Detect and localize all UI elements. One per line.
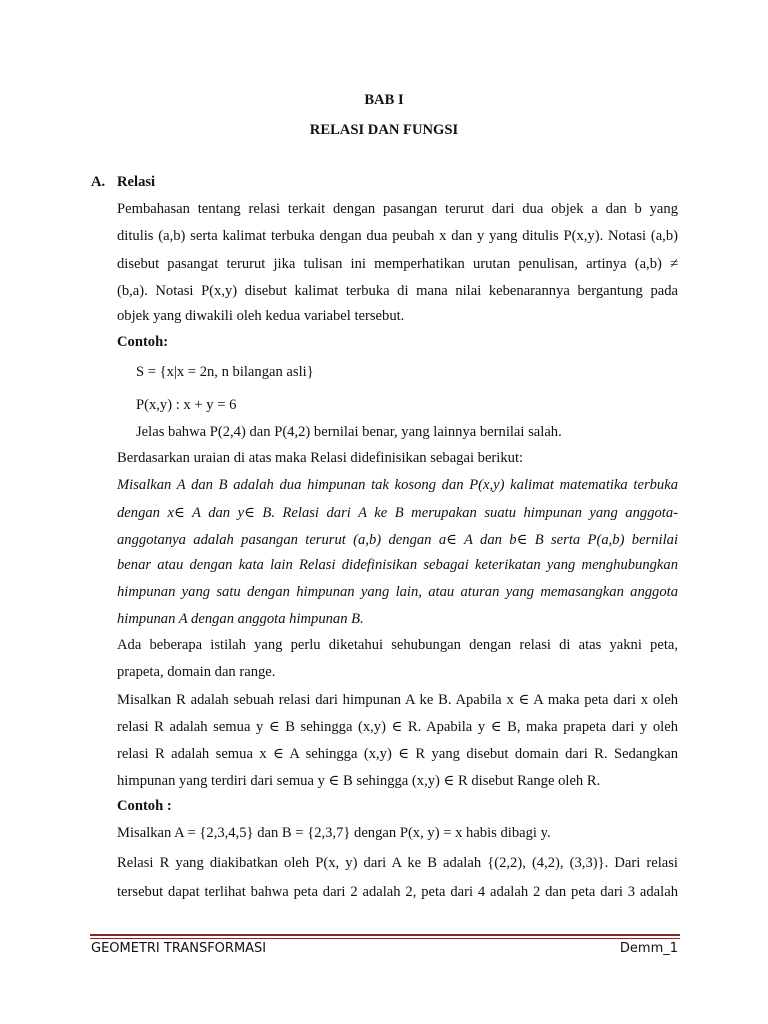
chapter-label: BAB I (364, 92, 404, 108)
paragraph-line: Relasi R yang diakibatkan oleh P(x, y) dari A ke B adalah {(2,2), (4,2), (3,3)}. Dari relasi (117, 855, 678, 871)
open-sentence: P(x,y) : x + y = 6 (136, 397, 237, 413)
footer-rule (90, 934, 680, 936)
set-definition: S = {x|x = 2n, n bilangan asli} (136, 364, 314, 380)
paragraph-line: relasi R adalah semua y ∈ B sehingga (x,y) ∈ R. Apabila y ∈ B, maka prapeta dari y oleh (117, 719, 678, 735)
paragraph-line: Pembahasan tentang relasi terkait dengan pasangan terurut dari dua objek a dan b yang (117, 201, 678, 217)
paragraph-line: disebut pasangat terurut jika tulisan ini memperhatikan urutan penulisan, artinya (a,b) ≠ (117, 256, 678, 272)
paragraph-line: ditulis (a,b) serta kalimat terbuka dengan dua peubah x dan y yang ditulis P(x,y). Notasi (a,b) (117, 228, 678, 244)
paragraph-line: prapeta, domain dan range. (117, 664, 276, 680)
definition-line: himpunan yang satu dengan himpunan yang lain, atau aturan yang memasangkan anggota (117, 584, 678, 600)
paragraph-line: objek yang diwakili oleh kedua variabel tersebut. (117, 308, 405, 324)
definition-line: himpunan A dengan anggota himpunan B. (117, 611, 364, 627)
paragraph-line: tersebut dapat terlihat bahwa peta dari 2 adalah 2, peta dari 4 adalah 2 dan peta dari 3 adalah (117, 884, 678, 900)
paragraph-line: (b,a). Notasi P(x,y) disebut kalimat terbuka di mana nilai kebenarannya bergantung pada (117, 283, 678, 299)
paragraph-line: Misalkan A = {2,3,4,5} dan B = {2,3,7} dengan P(x, y) = x habis dibagi y. (117, 825, 551, 841)
paragraph-line: Berdasarkan uraian di atas maka Relasi didefinisikan sebagai berikut: (117, 450, 524, 466)
section-heading (91, 174, 155, 191)
definition-line: dengan x∈ A dan y∈ B. Relasi dari A ke B merupakan suatu himpunan yang anggota- (117, 505, 678, 521)
example-heading: Contoh : (117, 798, 172, 814)
section-title: Relasi (117, 174, 156, 190)
section-label: A. (91, 174, 106, 190)
footer-page-label: Demm_1 (619, 941, 678, 956)
definition-line: anggotanya adalah pasangan terurut (a,b) dengan a∈ A dan b∈ B serta P(a,b) bernilai (117, 532, 678, 548)
paragraph-line: himpunan yang terdiri dari semua y ∈ B sehingga (x,y) ∈ R disebut Range oleh R. (117, 773, 601, 789)
footer-rule (90, 938, 680, 939)
footer-course-title: GEOMETRI TRANSFORMASI (91, 941, 267, 956)
paragraph-line: relasi R adalah semua x ∈ A sehingga (x,y) ∈ R yang disebut domain dari R. Sedangkan (117, 746, 678, 762)
paragraph-line: Misalkan R adalah sebuah relasi dari himpunan A ke B. Apabila x ∈ A maka peta dari x oleh (117, 692, 678, 708)
paragraph-line: Ada beberapa istilah yang perlu diketahui sehubungan dengan relasi di atas yakni peta, (117, 637, 678, 653)
definition-line: Misalkan A dan B adalah dua himpunan tak kosong dan P(x,y) kalimat matematika terbuka (117, 477, 678, 493)
paragraph-line: Jelas bahwa P(2,4) dan P(4,2) bernilai benar, yang lainnya bernilai salah. (136, 424, 562, 440)
definition-line: benar atau dengan kata lain Relasi didefinisikan sebagai keterikatan yang menghubungkan (117, 557, 678, 573)
example-heading: Contoh: (117, 334, 169, 350)
chapter-title: RELASI DAN FUNGSI (309, 122, 459, 138)
